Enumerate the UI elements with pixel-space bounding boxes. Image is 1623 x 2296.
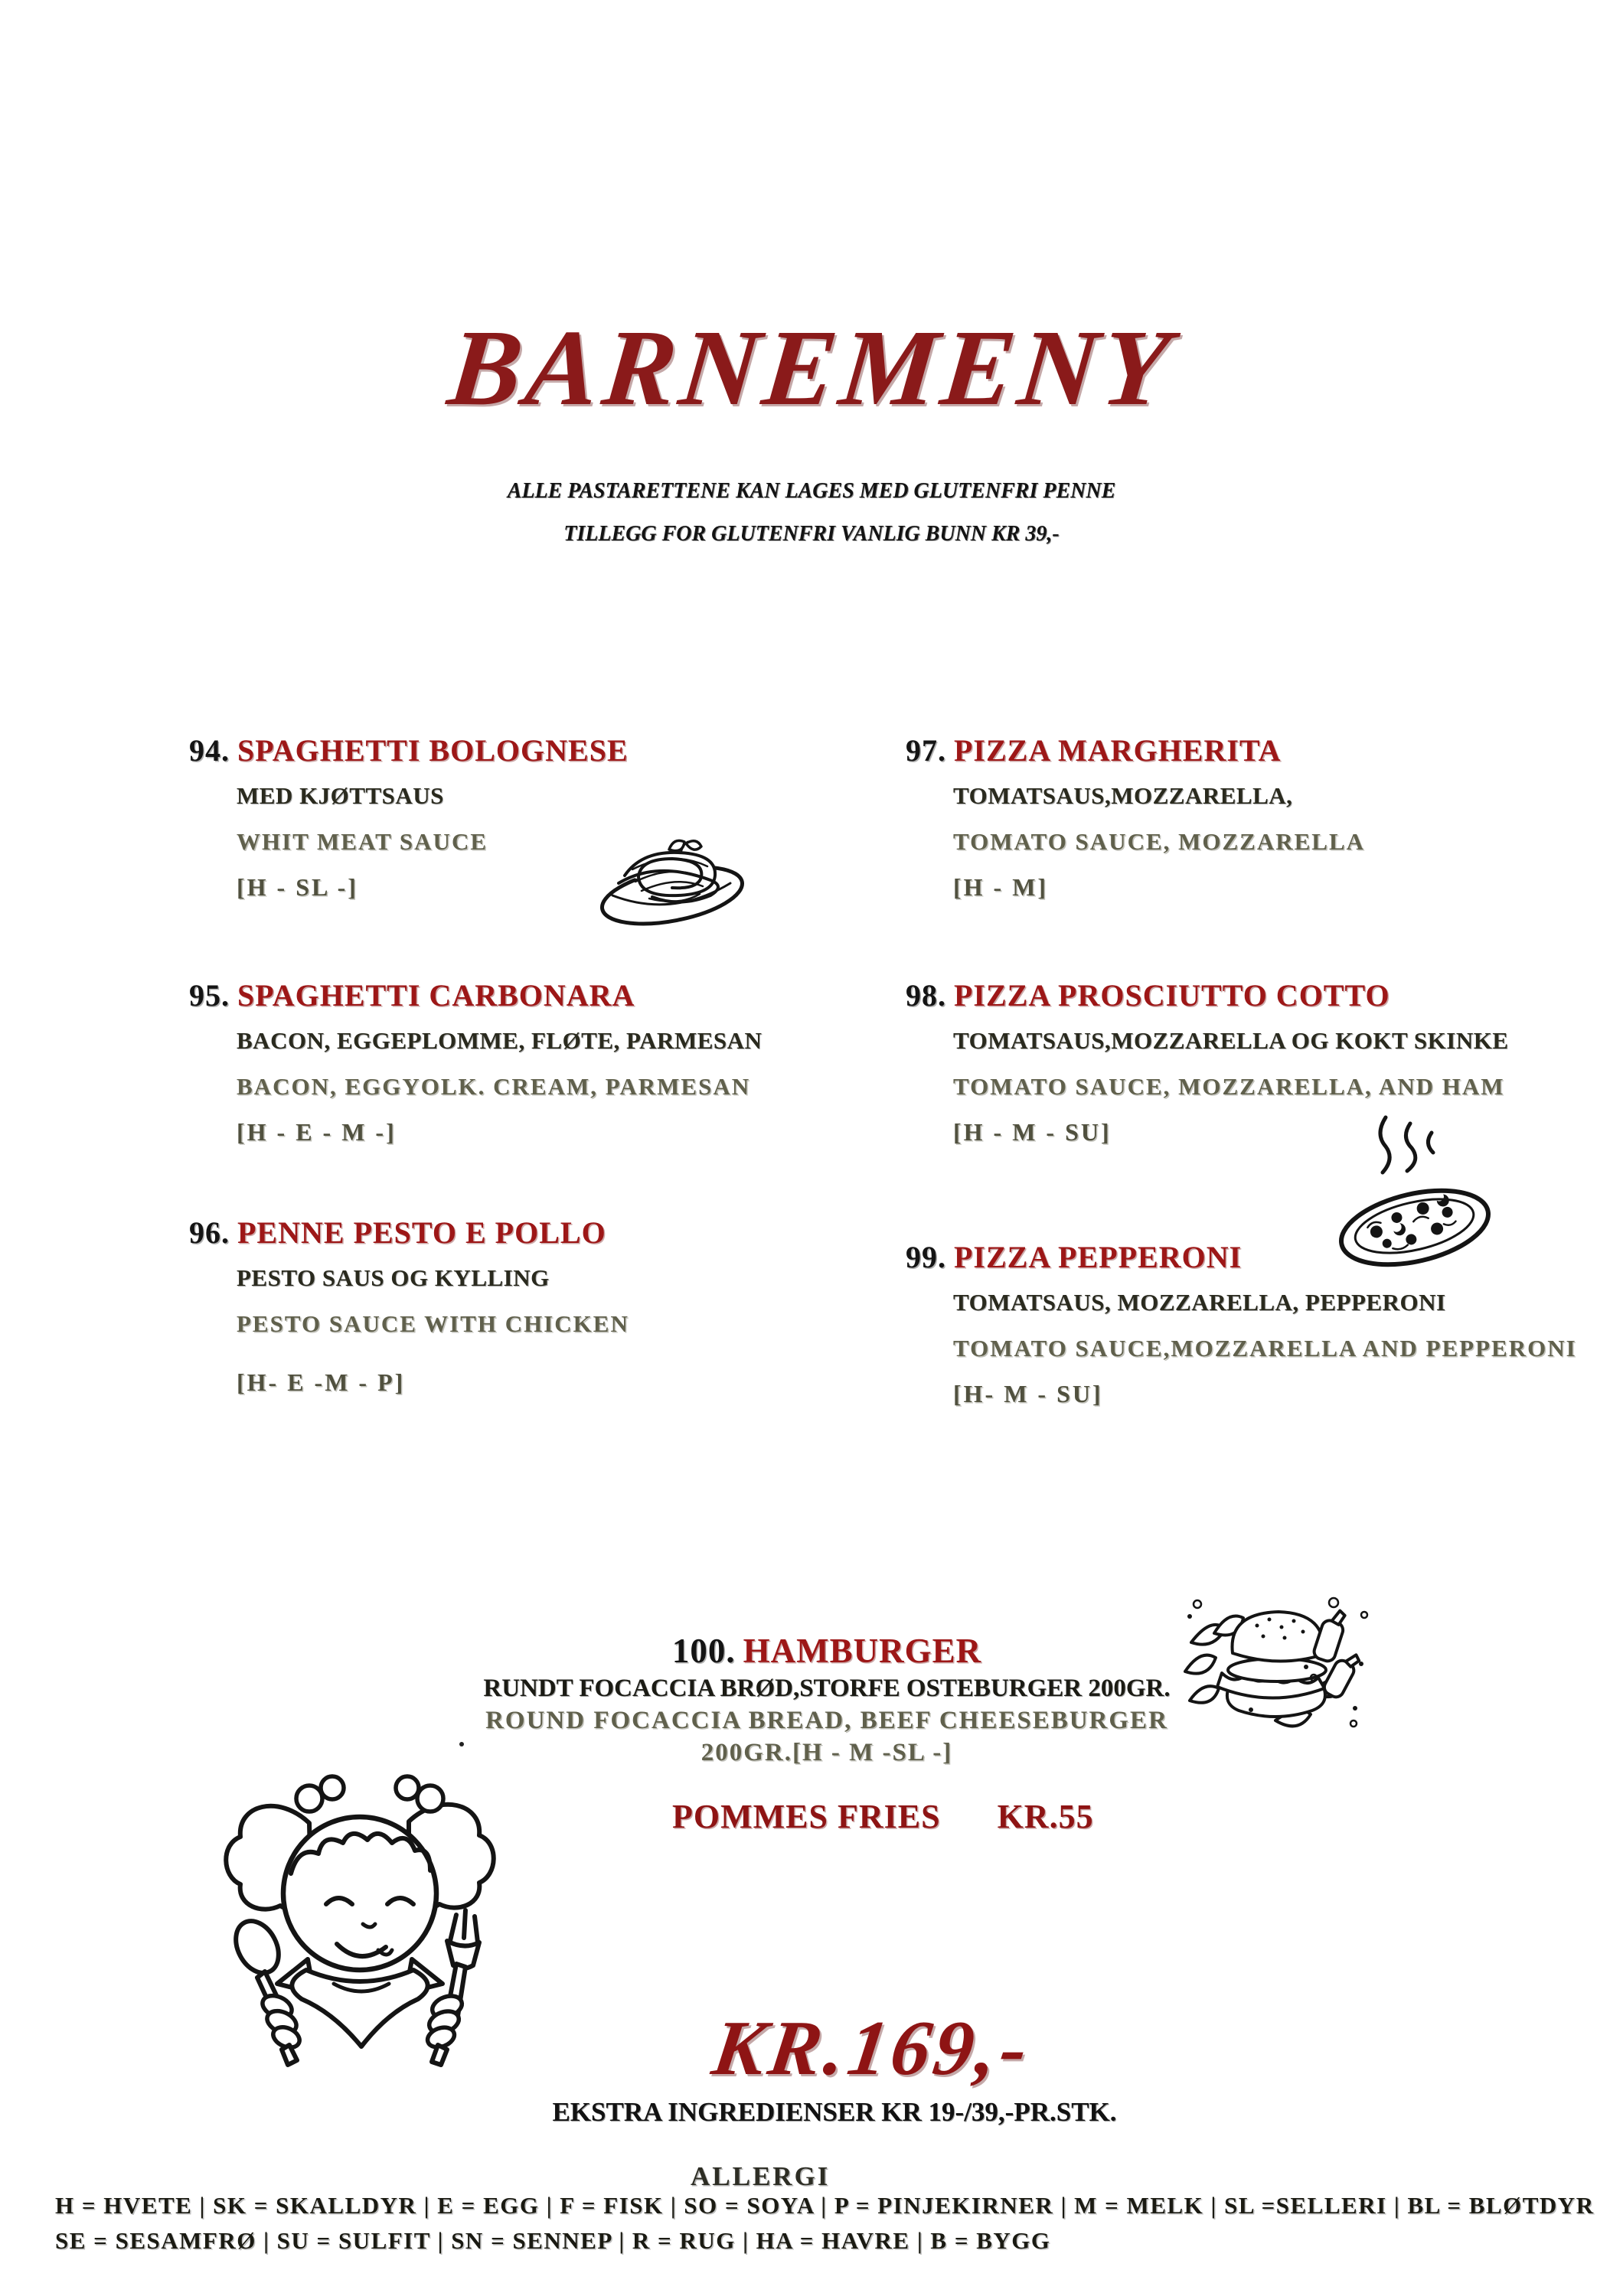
menu-item-98-pizza-prosciutto-cotto	[906, 980, 1623, 1146]
pommes-fries-line	[672, 1797, 1094, 1836]
item-description-norwegian: MED KJØTTSAUS	[237, 782, 444, 809]
item-name: PIZZA PROSCIUTTO COTTO	[954, 978, 1390, 1013]
menu-item-97-pizza-margherita	[906, 735, 1623, 901]
item-description-norwegian: PESTO SAUS OG KYLLING	[237, 1264, 550, 1291]
allergy-legend-line-2: SE = SESAMFRØ | SU = SULFIT | SN = SENNEP | R = RUG | HA = HAVRE | B = BYGG	[55, 2227, 1051, 2254]
item-name: PENNE PESTO E POLLO	[237, 1215, 606, 1250]
extra-ingredients-line: EKSTRA INGREDIENSER KR 19-/39,-PR.STK.	[552, 2097, 1117, 2127]
menu-grand-price: KR.169,-	[707, 2005, 1037, 2092]
item-heading	[906, 980, 1623, 1012]
item-name: HAMBURGER	[743, 1632, 982, 1670]
item-number: 96.	[189, 1215, 230, 1250]
item-heading	[906, 735, 1623, 767]
item-description-english: BACON, EGGYOLK. CREAM, PARMESAN	[237, 1072, 751, 1100]
item-heading	[189, 735, 924, 767]
item-allergens: [H- M - SU]	[953, 1380, 1103, 1408]
subtitle-glutenfree-surcharge: TILLEGG FOR GLUTENFRI VANLIG BUNN KR 39,-	[563, 522, 1060, 546]
subtitle-glutenfree-pasta: ALLE PASTARETTENE KAN LAGES MED GLUTENFRI PENNE	[507, 479, 1116, 503]
pommes-fries-price: KR.55	[997, 1798, 1094, 1835]
menu-item-100-hamburger	[367, 1633, 1286, 1766]
item-description-norwegian: BACON, EGGEPLOMME, FLØTE, PARMESAN	[237, 1027, 763, 1054]
item-description-norwegian: RUNDT FOCACCIA BRØD,STORFE OSTEBURGER 200GR.	[483, 1675, 1171, 1703]
menu-item-95-spaghetti-carbonara	[189, 980, 924, 1146]
item-description-english: TOMATO SAUCE, MOZZARELLA, AND HAM	[953, 1072, 1505, 1100]
item-number: 98.	[906, 978, 946, 1013]
stray-ink-dot	[459, 1742, 464, 1746]
item-allergens: [H- E -M - P]	[237, 1368, 406, 1397]
menu-item-96-penne-pesto-e-pollo	[189, 1217, 924, 1396]
item-name: PIZZA MARGHERITA	[954, 733, 1282, 768]
item-number: 95.	[189, 978, 230, 1013]
item-name: PIZZA PEPPERONI	[954, 1240, 1243, 1274]
item-name: SPAGHETTI BOLOGNESE	[237, 733, 629, 768]
burger-and-fries-icon	[1184, 1593, 1378, 1750]
pommes-fries-label: POMMES FRIES	[672, 1798, 941, 1835]
steaming-pizza-icon	[1329, 1111, 1504, 1278]
spaghetti-plate-icon	[596, 833, 749, 931]
item-description-english: TOMATO SAUCE, MOZZARELLA	[953, 827, 1366, 855]
menu-item-99-pizza-pepperoni	[906, 1241, 1623, 1407]
item-allergens: [H - M - SU]	[953, 1118, 1112, 1146]
item-heading	[367, 1633, 1286, 1669]
item-description-norwegian: TOMATSAUS, MOZZARELLA, PEPPERONI	[953, 1289, 1446, 1316]
item-description-norwegian: TOMATSAUS,MOZZARELLA,	[953, 782, 1293, 809]
item-description-english: TOMATO SAUCE,MOZZARELLA AND PEPPERONI	[953, 1334, 1577, 1362]
happy-child-with-cutlery-icon	[187, 1754, 528, 2073]
item-heading	[189, 980, 924, 1012]
item-allergens: 200GR.[H - M -SL -]	[700, 1738, 953, 1766]
page-title: BARNEMENY	[442, 307, 1181, 428]
item-description-english: WHIT MEAT SAUCE	[237, 827, 488, 855]
item-description-english: ROUND FOCACCIA BREAD, BEEF CHEESEBURGER	[485, 1706, 1168, 1734]
item-description-english: PESTO SAUCE WITH CHICKEN	[237, 1309, 629, 1337]
item-heading	[906, 1241, 1623, 1274]
item-number: 97.	[906, 733, 946, 768]
item-description-norwegian: TOMATSAUS,MOZZARELLA OG KOKT SKINKE	[953, 1027, 1509, 1054]
item-allergens: [H - E - M -]	[237, 1118, 397, 1146]
menu-item-94-spaghetti-bolognese	[189, 735, 924, 901]
allergy-legend-line-1: H = HVETE | SK = SKALLDYR | E = EGG | F = FISK | SO = SOYA | P = PINJEKIRNER | M = MELK | SL =SELLERI | BL = BLØTDYR	[55, 2192, 1595, 2219]
item-allergens: [H - M]	[953, 873, 1049, 902]
item-heading	[189, 1217, 924, 1249]
item-number: 99.	[906, 1240, 946, 1274]
item-allergens: [H - SL -]	[237, 873, 358, 902]
item-number: 100.	[671, 1632, 736, 1670]
item-name: SPAGHETTI CARBONARA	[237, 978, 635, 1013]
allergy-title: ALLERGI	[691, 2161, 831, 2191]
item-number: 94.	[189, 733, 230, 768]
